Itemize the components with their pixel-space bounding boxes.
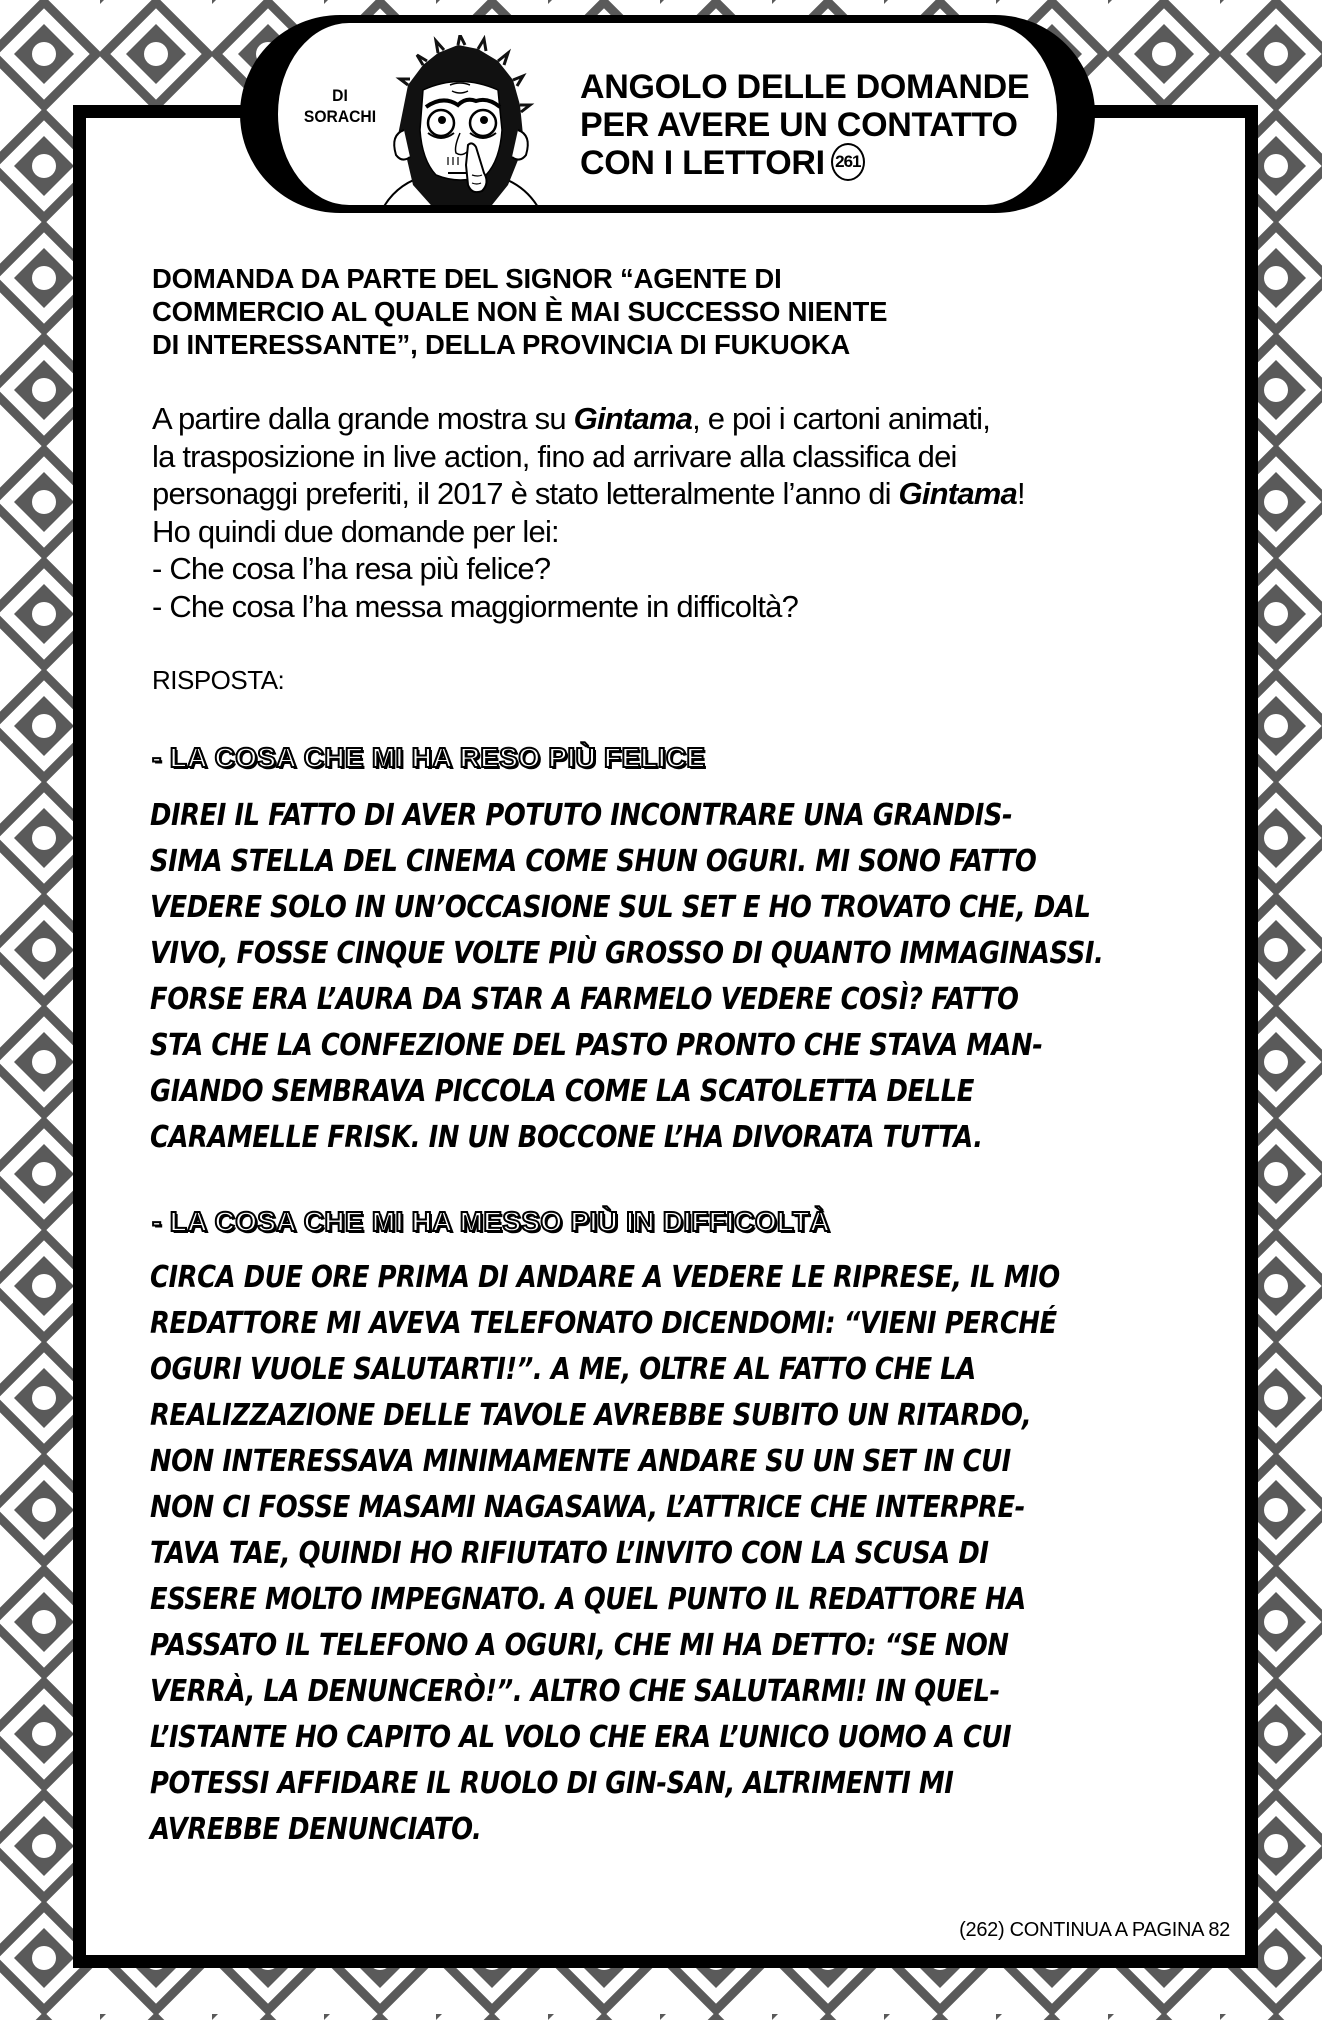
answer-line: STA CHE LA CONFEZIONE DEL PASTO PRONTO CHE STAVA MAN- (150, 1028, 1043, 1063)
answer-line: POTESSI AFFIDARE IL RUOLO DI GIN-SAN, ALTRIMENTI MI (150, 1766, 954, 1801)
question-body-line (152, 400, 1242, 438)
question-body-line (152, 438, 1242, 476)
section-heading-happiest: - LA COSA CHE MI HA RESO PIÙ FELICE (152, 742, 706, 773)
answer-paragraph-happiest (150, 793, 1240, 1161)
question-body (152, 400, 1242, 625)
title-line-1: ANGOLO DELLE DOMANDE (580, 68, 1030, 106)
title-line-3-text: CON I LETTORI (580, 144, 825, 182)
question-header-line: DOMANDA DA PARTE DEL SIGNOR “AGENTE DI (152, 263, 782, 294)
answer-line: AVREBBE DENUNCIATO. (150, 1812, 482, 1847)
question-body-line (152, 475, 1242, 513)
answer-line: CIRCA DUE ORE PRIMA DI ANDARE A VEDERE LE RIPRESE, IL MIO (150, 1260, 1060, 1295)
answer-line: ESSERE MOLTO IMPEGNATO. A QUEL PUNTO IL REDATTORE HA (150, 1582, 1026, 1617)
answer-line: SIMA STELLA DEL CINEMA COME SHUN OGURI. MI SONO FATTO (150, 844, 1037, 879)
answer-paragraph-hardest (150, 1255, 1240, 1853)
answer-line: VERRÀ, LA DENUNCERÒ!”. ALTRO CHE SALUTARMI! IN QUEL- (150, 1674, 1000, 1709)
answer-label: RISPOSTA: (152, 665, 285, 695)
text-run: A partire dalla grande mostra su (152, 401, 574, 436)
answer-line: PASSATO IL TELEFONO A OGURI, CHE MI HA DETTO: “SE NON (150, 1628, 1009, 1663)
answer-line: DIREI IL FATTO DI AVER POTUTO INCONTRARE UNA GRANDIS- (150, 798, 1013, 833)
answer-line: NON INTERESSAVA MINIMAMENTE ANDARE SU UN SET IN CUI (150, 1444, 1011, 1479)
text-run: personaggi preferiti, il 2017 è stato letteralmente l’anno di (152, 476, 899, 511)
text-run: - Che cosa l’ha resa più felice? (152, 551, 551, 586)
answer-line: VEDERE SOLO IN UN’OCCASIONE SUL SET E HO TROVATO CHE, DAL (150, 890, 1091, 925)
question-header-line: DI INTERESSANTE”, DELLA PROVINCIA DI FUKUOKA (152, 329, 851, 360)
answer-line: OGURI VUOLE SALUTARTI!”. A ME, OLTRE AL FATTO CHE LA (150, 1352, 976, 1387)
byline-author: SORACHI (303, 107, 377, 126)
text-run: , e poi i cartoni animati, (692, 401, 991, 436)
answer-line: REALIZZAZIONE DELLE TAVOLE AVREBBE SUBITO UN RITARDO, (150, 1398, 1032, 1433)
text-run: ! (1016, 476, 1025, 511)
answer-line: NON CI FOSSE MASAMI NAGASAWA, L’ATTRICE CHE INTERPRE- (150, 1490, 1025, 1525)
answer-line: CARAMELLE FRISK. IN UN BOCCONE L’HA DIVORATA TUTTA. (150, 1120, 983, 1155)
title-line-2: PER AVERE UN CONTATTO (580, 106, 1018, 144)
answer-line: GIANDO SEMBRAVA PICCOLA COME LA SCATOLETTA DELLE (150, 1074, 974, 1109)
answer-line: L’ISTANTE HO CAPITO AL VOLO CHE ERA L’UNICO UOMO A CUI (150, 1720, 1012, 1755)
question-header (152, 262, 1212, 361)
title-emphasis: Gintama (898, 476, 1017, 511)
section-heading-hardest: - LA COSA CHE MI HA MESSO PIÙ IN DIFFICOLTÀ (152, 1206, 831, 1237)
question-body-line (152, 513, 1242, 551)
question-body-line (152, 550, 1242, 588)
byline-prefix: DI (332, 86, 348, 105)
question-header-line: COMMERCIO AL QUALE NON È MAI SUCCESSO NIENTE (152, 296, 888, 327)
text-run: - Che cosa l’ha messa maggiormente in difficoltà? (152, 588, 799, 624)
text-run: Ho quindi due domande per lei: (152, 513, 559, 549)
question-body-line (152, 588, 1242, 626)
continuation-note: (262) CONTINUA A PAGINA 82 (959, 1919, 1230, 1941)
answer-line: FORSE ERA L’AURA DA STAR A FARMELO VEDERE COSÌ? FATTO (150, 982, 1019, 1017)
answer-line: VIVO, FOSSE CINQUE VOLTE PIÙ GROSSO DI QUANTO IMMAGINASSI. (150, 936, 1104, 971)
issue-number-badge: 261 (831, 143, 865, 181)
text-run: la trasposizione in live action, fino ad arrivare alla classifica dei (152, 438, 957, 474)
answer-line: TAVA TAE, QUINDI HO RIFIUTATO L’INVITO CON LA SCUSA DI (150, 1536, 989, 1571)
answer-line: REDATTORE MI AVEVA TELEFONATO DICENDOMI: “VIENI PERCHÉ (150, 1306, 1057, 1341)
title-emphasis: Gintama (573, 401, 693, 436)
